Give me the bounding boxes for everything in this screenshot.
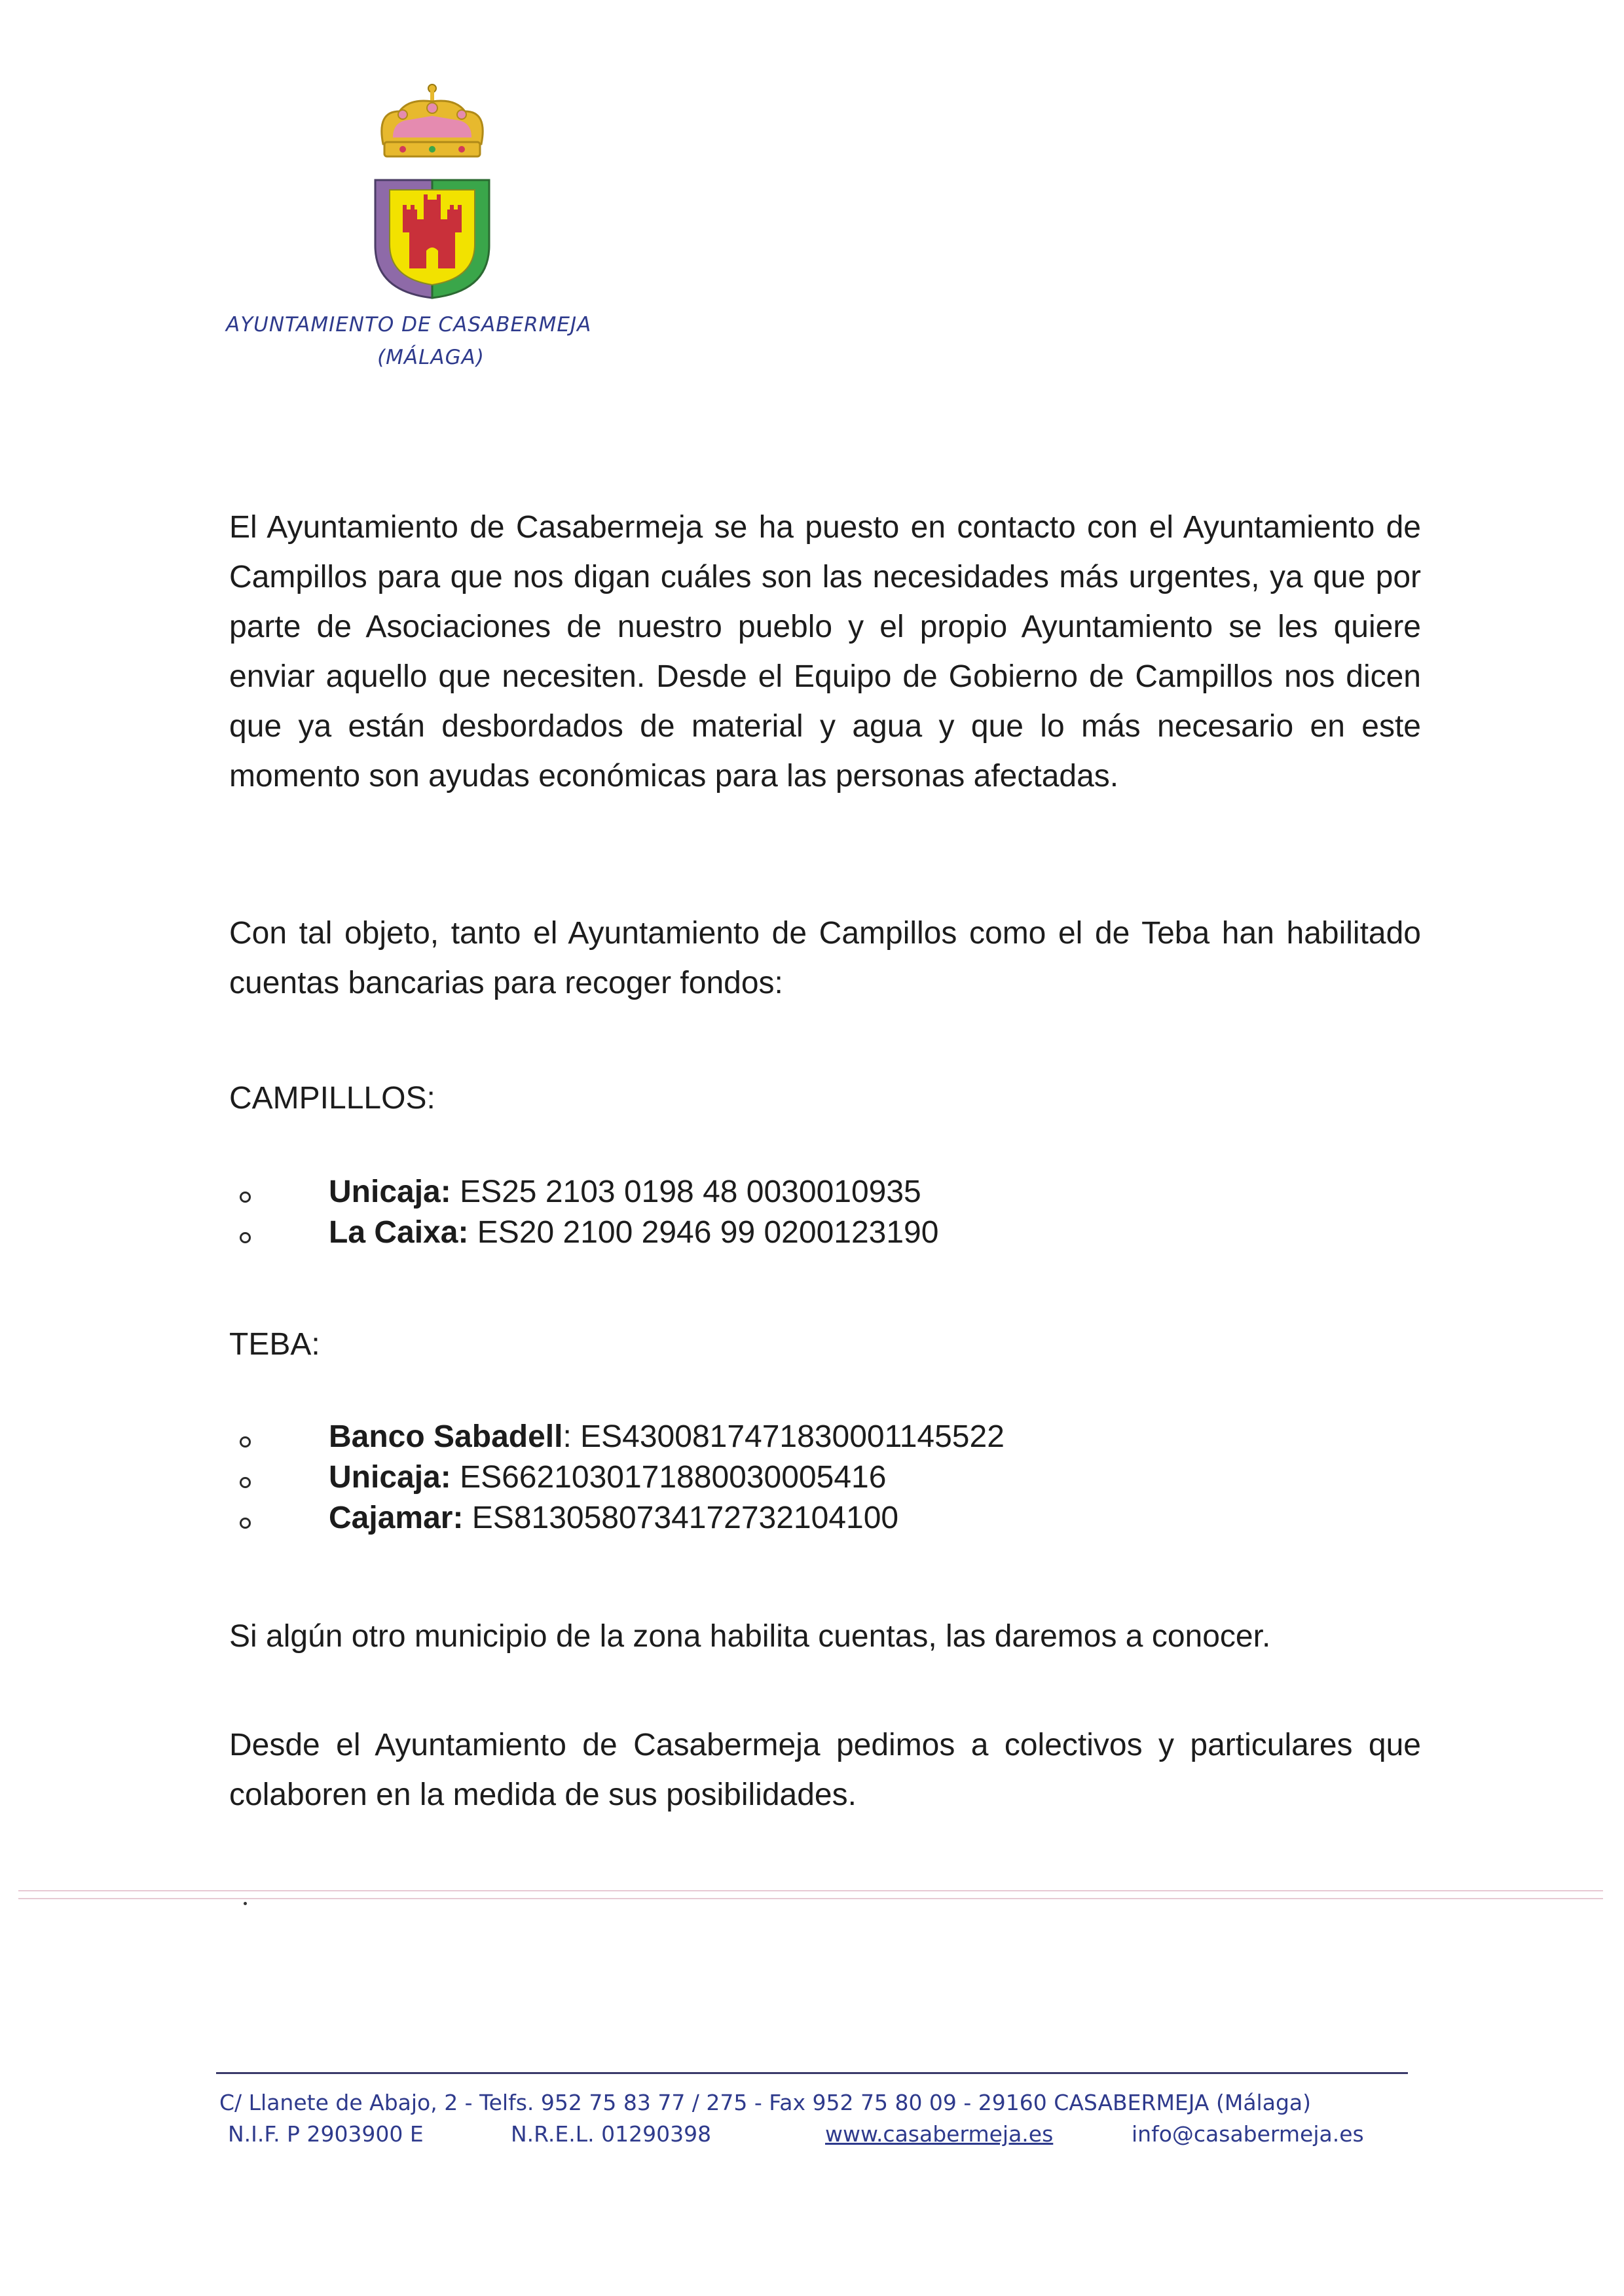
account-number: : ES4300817471830001145522 — [563, 1419, 1005, 1454]
org-name: AYUNTAMIENTO DE CASABERMEJA — [226, 313, 592, 337]
bullet-icon — [240, 1436, 251, 1448]
footer-nrel: N.R.E.L. 01290398 — [511, 2121, 712, 2147]
bank-name: Unicaja: — [329, 1460, 451, 1495]
paragraph-accounts-intro: Con tal objeto, tanto el Ayuntamiento de Campillos como el de Teba han habilitado cuentas bancarias para recoger fondos: — [229, 916, 1421, 1000]
footer-divider — [216, 2072, 1408, 2074]
coat-of-arms-icon — [363, 82, 501, 308]
teba-heading: TEBA: — [229, 1327, 320, 1362]
bullet-icon — [240, 1192, 251, 1203]
bullet-icon — [240, 1477, 251, 1488]
account-number: ES6621030171880030005416 — [451, 1460, 887, 1495]
campillos-account-list — [236, 1172, 1349, 1253]
footer-nif: N.I.F. P 2903900 E — [228, 2121, 424, 2147]
paragraph-closing-appeal: Desde el Ayuntamiento de Casabermeja pedimos a colectivos y particulares que colaboren en la medida de sus posibilidades. — [229, 1728, 1421, 1812]
account-number: ES20 2100 2946 99 0200123190 — [468, 1215, 939, 1250]
footer-address: C/ Llanete de Abajo, 2 - Telfs. 952 75 83 77 / 275 - Fax 952 75 80 09 - 29160 CASABERMEJA (Málaga) — [219, 2090, 1311, 2115]
account-number: ES25 2103 0198 48 0030010935 — [451, 1175, 921, 1209]
paragraph-intro: El Ayuntamiento de Casabermeja se ha puesto en contacto con el Ayuntamiento de Campillos para que nos digan cuáles son las necesidades más urgentes, ya que por parte de Asociaciones de nuestro pueblo y el propio Ayuntamiento se les quiere enviar aquello que necesiten. Desde el Equipo de Gobierno de Campillos nos dicen que ya están desbordados de material y agua y que lo más necesario en este momento son ayudas económicas para las personas afectadas. — [229, 510, 1421, 793]
campillos-heading: CAMPILLLOS: — [229, 1081, 435, 1116]
org-province: (MÁLAGA) — [377, 346, 485, 369]
list-item — [236, 1212, 1349, 1253]
bank-name: Cajamar: — [329, 1501, 464, 1535]
footer-email[interactable]: info@casabermeja.es — [1132, 2121, 1364, 2147]
bank-name: Banco Sabadell — [329, 1419, 563, 1454]
bank-name: Unicaja: — [329, 1175, 451, 1209]
footer-website-link[interactable]: www.casabermeja.es — [825, 2121, 1054, 2147]
list-item — [236, 1498, 1349, 1539]
bullet-icon — [240, 1232, 251, 1243]
stray-mark — [244, 1902, 247, 1905]
divider — [18, 1890, 1603, 1899]
paragraph-other-municipalities: Si algún otro municipio de la zona habilita cuentas, las daremos a conocer. — [229, 1619, 1271, 1654]
list-item — [236, 1417, 1349, 1457]
list-item — [236, 1172, 1349, 1212]
teba-account-list — [236, 1417, 1349, 1539]
list-item — [236, 1457, 1349, 1498]
bullet-icon — [240, 1518, 251, 1529]
account-number: ES8130580734172732104100 — [463, 1501, 899, 1535]
bank-name: La Caixa: — [329, 1215, 469, 1250]
